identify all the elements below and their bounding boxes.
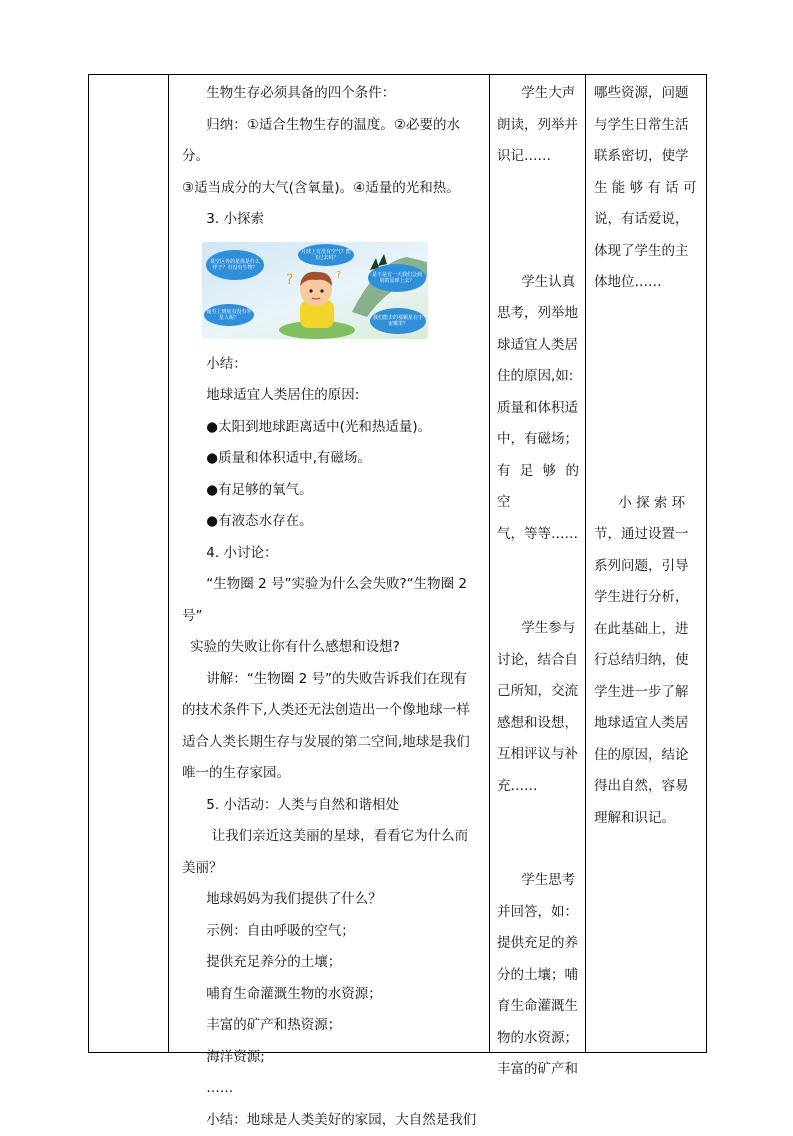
intent-text: 体地位…… <box>594 267 700 299</box>
student-text: 充…… <box>497 771 579 803</box>
student-text: 学生大声 <box>497 78 579 110</box>
intent-text: 节，通过设置一 <box>594 519 700 551</box>
student-text: 有 足 够 的 空 <box>497 456 579 519</box>
example-item: 提供充足养分的土壤； <box>182 947 482 979</box>
example-item: 丰富的矿产和热资源； <box>182 1010 482 1042</box>
intent-text: 地球适宜人类居 <box>594 708 700 740</box>
intent-text: 在此基础上，进 <box>594 614 700 646</box>
column-divider-2 <box>489 74 490 1053</box>
question-bubble: 使劳上到底有没有外星人呢？ <box>204 304 254 326</box>
student-text: 提供充足的养 <box>497 928 579 960</box>
table-left-border <box>88 74 89 1053</box>
example-item: 哺育生命灌溉生物的水资源； <box>182 979 482 1011</box>
student-text: 识记…… <box>497 141 579 173</box>
intent-text: 得出自然，容易 <box>594 771 700 803</box>
intent-text: 系列问题，引导 <box>594 551 700 583</box>
intent-text: 说，有话爱说， <box>594 204 700 236</box>
column-divider-3 <box>585 74 586 1053</box>
conditions-summary-1: 归纳：①适合生物生存的温度。②必要的水分。 <box>182 110 482 173</box>
intent-text: 住的原因，结论 <box>594 740 700 772</box>
intent-text: 联系密切，使学 <box>594 141 700 173</box>
student-text: 球适宜人类居 <box>497 330 579 362</box>
intent-text: 体现了学生的主 <box>594 236 700 268</box>
student-text: 学生思考 <box>497 865 579 897</box>
student-text: 分的土壤；哺 <box>497 960 579 992</box>
reason-item: ●质量和体积适中,有磁场。 <box>182 443 482 475</box>
question-bubble: 我们能去的那颗星在宇宙哪里？ <box>370 308 426 334</box>
example-item: 示例：自由呼吸的空气； <box>182 916 482 948</box>
student-text: 讨论，结合自 <box>497 645 579 677</box>
student-activity-column <box>491 74 583 1086</box>
intent-text: 学生进行分析， <box>594 582 700 614</box>
intent-text: 与学生日常生活 <box>594 110 700 142</box>
question-bubble: 某空区外的星体是什么样子？有没有生物？ <box>206 250 264 280</box>
example-item: …… <box>182 1073 482 1105</box>
explore-heading: 3. 小探索 <box>182 204 482 236</box>
student-text: 学生认真 <box>497 267 579 299</box>
discuss-question-2: 实验的失败让你有什么感想和设想? <box>182 632 482 664</box>
reason-item: ●太阳到地球距离适中(光和热适量)。 <box>182 412 482 444</box>
student-text: 感想和设想， <box>497 708 579 740</box>
svg-text:?: ? <box>336 270 341 281</box>
intent-text: 哪些资源，问题 <box>594 78 700 110</box>
explanation-line: 适合人类长期生存与发展的第二空间,地球是我们 <box>182 727 482 759</box>
intent-text: 小 探 索 环 <box>594 488 700 520</box>
earth-question: 地球妈妈为我们提供了什么？ <box>182 884 482 916</box>
student-text: 质量和体积适 <box>497 393 579 425</box>
discuss-heading: 4. 小讨论： <box>182 538 482 570</box>
student-text: 己所知，交流 <box>497 676 579 708</box>
example-item: 海洋资源; <box>182 1042 482 1074</box>
reasons-title: 地球适宜人类居住的原因: <box>182 380 482 412</box>
table-right-border <box>706 74 707 1053</box>
conditions-summary-2: ③适当成分的大气(含氧量)。④适量的光和热。 <box>182 173 482 205</box>
student-text: 育生命灌溉生 <box>497 991 579 1023</box>
svg-text:?: ? <box>286 272 293 288</box>
column-divider-1 <box>168 74 169 1053</box>
activity-heading: 5. 小活动：人类与自然和谐相处 <box>182 790 482 822</box>
intent-text: 学生进一步了解 <box>594 677 700 709</box>
reason-item: ●有液态水存在。 <box>182 506 482 538</box>
question-bubble: 是不是有一天我们会到别的星球上去？ <box>368 264 426 292</box>
reason-item: ●有足够的氧气。 <box>182 475 482 507</box>
explanation-line: 唯一的生存家园。 <box>182 758 482 790</box>
student-text: 思考，列举地 <box>497 298 579 330</box>
student-text: 中，有磁场； <box>497 424 579 456</box>
intent-text: 行总结归纳，使 <box>594 645 700 677</box>
student-text: 住的原因,如: <box>497 361 579 393</box>
student-text: 朗读，列举并 <box>497 110 579 142</box>
conditions-intro: 生物生存必须具备的四个条件： <box>182 78 482 110</box>
student-text: 互相评议与补 <box>497 739 579 771</box>
explanation-line: 的技术条件下,人类还无法创造出一个像地球一样 <box>182 695 482 727</box>
teaching-content-column <box>170 74 488 1136</box>
question-bubble: 月球上有没有空气？能飞过去吗？ <box>298 244 354 266</box>
student-text: 丰富的矿产和 <box>497 1054 579 1086</box>
intent-text: 理解和识记。 <box>594 803 700 835</box>
lesson-table <box>88 74 707 1053</box>
student-text: 气，等等…… <box>497 519 579 551</box>
intent-text: 生 能 够 有 话 可 <box>594 173 700 205</box>
explore-illustration <box>202 242 428 339</box>
student-text: 并回答，如： <box>497 897 579 929</box>
final-summary: 小结：地球是人类美好的家园，大自然是我们 <box>182 1105 482 1136</box>
design-intent-column <box>588 74 704 834</box>
student-text: 学生参与 <box>497 613 579 645</box>
student-text: 物的水资源； <box>497 1023 579 1055</box>
discuss-question-1: “生物圈 2 号”实验为什么会失败?“生物圈 2 号” <box>182 569 482 632</box>
activity-line: 让我们亲近这美丽的星球，看看它为什么而 <box>182 821 482 853</box>
activity-line: 美丽？ <box>182 853 482 885</box>
summary-label: 小结： <box>182 349 482 381</box>
explanation-line: 讲解：“生物圈 2 号”的失败告诉我们在现有 <box>182 664 482 696</box>
